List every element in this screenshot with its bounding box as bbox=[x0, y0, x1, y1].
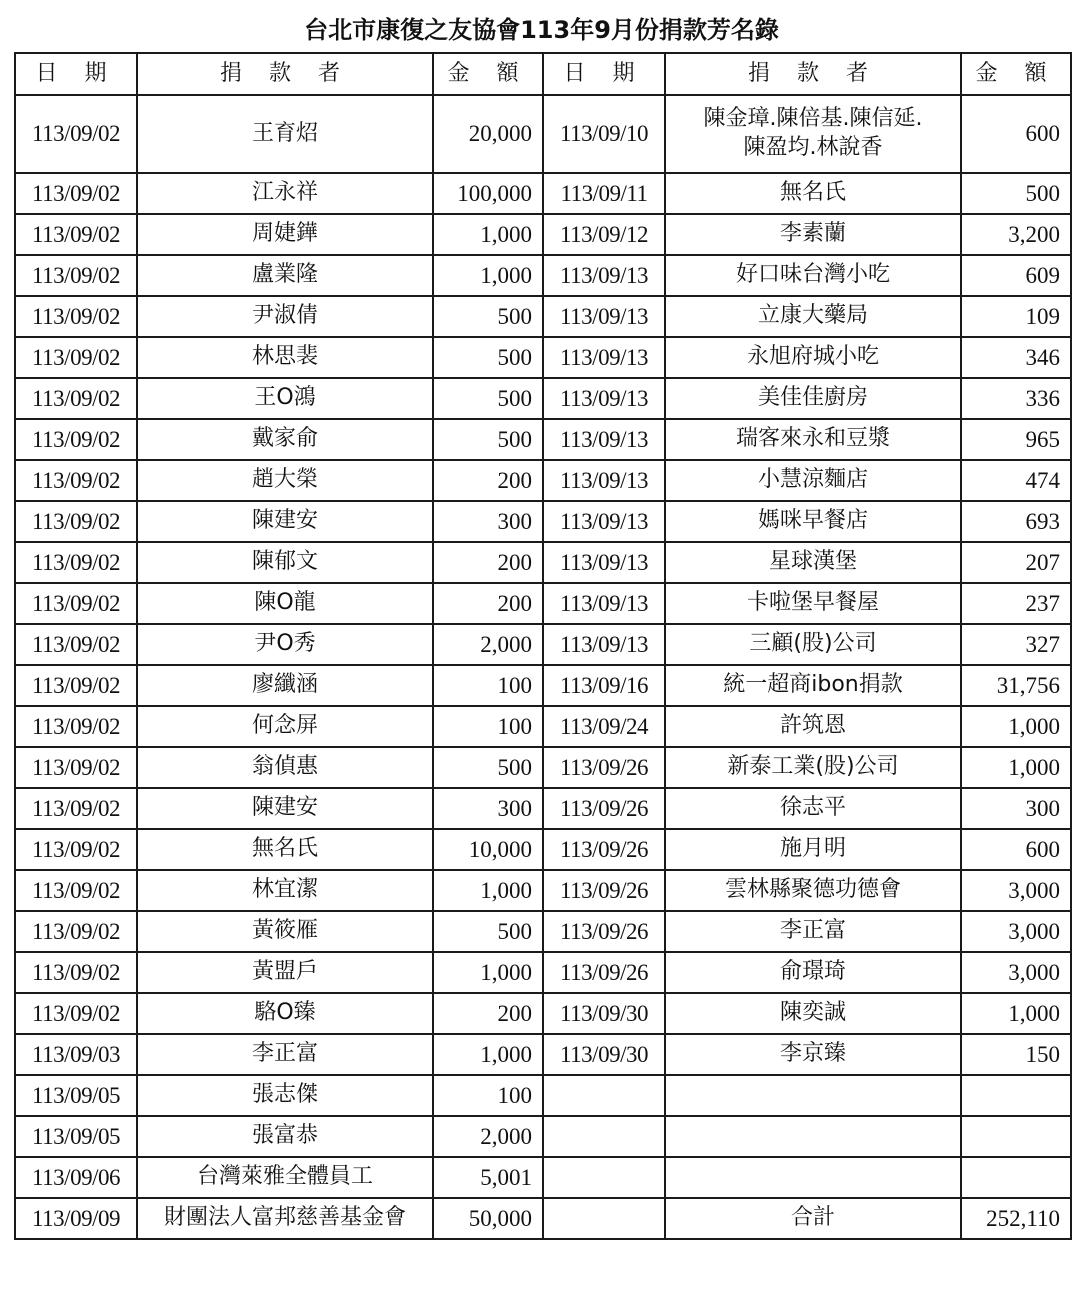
table-row bbox=[15, 255, 1071, 296]
total-label: 合計 bbox=[665, 1198, 961, 1239]
left-donor-cell: 無名氏 bbox=[137, 829, 433, 870]
left-date-cell: 113/09/03 bbox=[15, 1034, 137, 1075]
left-donor-cell: 陳建安 bbox=[137, 788, 433, 829]
right-date-cell: 113/09/11 bbox=[543, 173, 665, 214]
right-date-cell: 113/09/13 bbox=[543, 542, 665, 583]
left-date-cell: 113/09/02 bbox=[15, 296, 137, 337]
left-donor-cell: 江永祥 bbox=[137, 173, 433, 214]
left-date-cell: 113/09/02 bbox=[15, 583, 137, 624]
table-row bbox=[15, 1075, 1071, 1116]
right-donor-cell: 施月明 bbox=[665, 829, 961, 870]
left-date-cell: 113/09/02 bbox=[15, 747, 137, 788]
right-amount-cell: 327 bbox=[961, 624, 1071, 665]
right-donor-cell: 徐志平 bbox=[665, 788, 961, 829]
right-amount-cell: 300 bbox=[961, 788, 1071, 829]
table-row bbox=[15, 624, 1071, 665]
right-date-cell: 113/09/26 bbox=[543, 911, 665, 952]
left-amount-cell: 200 bbox=[433, 460, 543, 501]
donation-table bbox=[14, 52, 1072, 1240]
right-date-cell: 113/09/24 bbox=[543, 706, 665, 747]
left-donor-cell: 王育炤 bbox=[137, 95, 433, 173]
right-date-cell: 113/09/13 bbox=[543, 460, 665, 501]
right-date-cell: 113/09/26 bbox=[543, 788, 665, 829]
left-amount-cell: 50,000 bbox=[433, 1198, 543, 1239]
left-date-cell: 113/09/02 bbox=[15, 95, 137, 173]
left-donor-cell: 李正富 bbox=[137, 1034, 433, 1075]
left-date-cell: 113/09/02 bbox=[15, 911, 137, 952]
left-donor-cell: 戴家俞 bbox=[137, 419, 433, 460]
left-date-cell: 113/09/02 bbox=[15, 993, 137, 1034]
left-date-cell: 113/09/02 bbox=[15, 665, 137, 706]
right-donor-cell: 李正富 bbox=[665, 911, 961, 952]
table-row bbox=[15, 747, 1071, 788]
right-amount-cell: 3,000 bbox=[961, 952, 1071, 993]
table-row bbox=[15, 829, 1071, 870]
left-amount-cell: 500 bbox=[433, 337, 543, 378]
left-amount-cell: 100 bbox=[433, 706, 543, 747]
left-donor-cell: 林宜潔 bbox=[137, 870, 433, 911]
left-amount-cell: 200 bbox=[433, 583, 543, 624]
right-donor-cell: 俞璟琦 bbox=[665, 952, 961, 993]
right-amount-cell: 600 bbox=[961, 829, 1071, 870]
left-date-cell: 113/09/09 bbox=[15, 1198, 137, 1239]
table-row bbox=[15, 1034, 1071, 1075]
right-donor-cell: 美佳佳廚房 bbox=[665, 378, 961, 419]
left-date-cell: 113/09/02 bbox=[15, 214, 137, 255]
right-donor-cell: 李素蘭 bbox=[665, 214, 961, 255]
right-date-cell: 113/09/13 bbox=[543, 583, 665, 624]
right-amount-cell: 3,200 bbox=[961, 214, 1071, 255]
right-donor-cell bbox=[665, 1116, 961, 1157]
table-row bbox=[15, 173, 1071, 214]
table-body bbox=[15, 95, 1071, 1239]
right-donor-cell: 卡啦堡早餐屋 bbox=[665, 583, 961, 624]
right-donor-cell: 統一超商ibon捐款 bbox=[665, 665, 961, 706]
left-date-cell: 113/09/05 bbox=[15, 1075, 137, 1116]
table-row bbox=[15, 501, 1071, 542]
table-row bbox=[15, 95, 1071, 173]
header-date-left: 日 期 bbox=[15, 53, 137, 95]
right-date-cell: 113/09/13 bbox=[543, 255, 665, 296]
left-donor-cell: 駱O臻 bbox=[137, 993, 433, 1034]
table-row bbox=[15, 542, 1071, 583]
header-date-right: 日 期 bbox=[543, 53, 665, 95]
header-donor-left: 捐 款 者 bbox=[137, 53, 433, 95]
right-amount-cell: 31,756 bbox=[961, 665, 1071, 706]
right-date-cell bbox=[543, 1075, 665, 1116]
right-amount-cell: 1,000 bbox=[961, 993, 1071, 1034]
right-donor-cell: 瑞客來永和豆漿 bbox=[665, 419, 961, 460]
right-date-cell: 113/09/16 bbox=[543, 665, 665, 706]
right-donor-cell: 立康大藥局 bbox=[665, 296, 961, 337]
table-row bbox=[15, 911, 1071, 952]
right-date-cell: 113/09/13 bbox=[543, 337, 665, 378]
table-row bbox=[15, 337, 1071, 378]
left-donor-cell: 黃盟戶 bbox=[137, 952, 433, 993]
table-row bbox=[15, 460, 1071, 501]
left-donor-cell: 台灣萊雅全體員工 bbox=[137, 1157, 433, 1198]
left-donor-cell: 財團法人富邦慈善基金會 bbox=[137, 1198, 433, 1239]
left-date-cell: 113/09/02 bbox=[15, 829, 137, 870]
right-date-cell: 113/09/13 bbox=[543, 624, 665, 665]
table-row bbox=[15, 419, 1071, 460]
right-date-cell: 113/09/13 bbox=[543, 501, 665, 542]
left-amount-cell: 1,000 bbox=[433, 1034, 543, 1075]
left-amount-cell: 500 bbox=[433, 911, 543, 952]
right-donor-line-2: 陳盈均.林說香 bbox=[743, 135, 883, 160]
table-row bbox=[15, 583, 1071, 624]
left-amount-cell: 300 bbox=[433, 501, 543, 542]
left-amount-cell: 200 bbox=[433, 993, 543, 1034]
right-donor-cell: 三顧(股)公司 bbox=[665, 624, 961, 665]
table-row bbox=[15, 214, 1071, 255]
table-row bbox=[15, 870, 1071, 911]
left-date-cell: 113/09/02 bbox=[15, 501, 137, 542]
right-amount-cell: 336 bbox=[961, 378, 1071, 419]
left-amount-cell: 1,000 bbox=[433, 214, 543, 255]
right-date-cell: 113/09/13 bbox=[543, 378, 665, 419]
left-date-cell: 113/09/02 bbox=[15, 788, 137, 829]
table-row bbox=[15, 993, 1071, 1034]
left-amount-cell: 500 bbox=[433, 419, 543, 460]
right-date-cell: 113/09/30 bbox=[543, 1034, 665, 1075]
table-row bbox=[15, 1116, 1071, 1157]
right-date-cell: 113/09/13 bbox=[543, 419, 665, 460]
left-date-cell: 113/09/02 bbox=[15, 870, 137, 911]
table-row bbox=[15, 665, 1071, 706]
left-amount-cell: 100 bbox=[433, 665, 543, 706]
right-date-cell: 113/09/26 bbox=[543, 870, 665, 911]
right-donor-cell: 小慧涼麵店 bbox=[665, 460, 961, 501]
right-amount-cell: 474 bbox=[961, 460, 1071, 501]
left-donor-cell: 陳郁文 bbox=[137, 542, 433, 583]
right-amount-cell bbox=[961, 1157, 1071, 1198]
right-donor-cell: 雲林縣聚德功德會 bbox=[665, 870, 961, 911]
right-amount-cell: 346 bbox=[961, 337, 1071, 378]
left-date-cell: 113/09/02 bbox=[15, 706, 137, 747]
left-date-cell: 113/09/02 bbox=[15, 542, 137, 583]
right-date-cell: 113/09/13 bbox=[543, 296, 665, 337]
right-amount-cell: 600 bbox=[961, 95, 1071, 173]
right-amount-cell: 109 bbox=[961, 296, 1071, 337]
right-date-cell: 113/09/10 bbox=[543, 95, 665, 173]
right-donor-cell: 陳奕誠 bbox=[665, 993, 961, 1034]
right-amount-cell: 1,000 bbox=[961, 747, 1071, 788]
table-row bbox=[15, 1198, 1071, 1239]
table-row bbox=[15, 706, 1071, 747]
left-amount-cell: 5,001 bbox=[433, 1157, 543, 1198]
right-donor-cell: 新泰工業(股)公司 bbox=[665, 747, 961, 788]
right-amount-cell: 207 bbox=[961, 542, 1071, 583]
right-donor-line-1: 陳金璋.陳倍基.陳信延. bbox=[703, 106, 923, 132]
left-donor-cell: 黃筱雁 bbox=[137, 911, 433, 952]
left-donor-cell: 盧業隆 bbox=[137, 255, 433, 296]
table-header-row bbox=[15, 53, 1071, 95]
left-amount-cell: 2,000 bbox=[433, 1116, 543, 1157]
left-amount-cell: 2,000 bbox=[433, 624, 543, 665]
left-donor-cell: 尹O秀 bbox=[137, 624, 433, 665]
right-donor-cell: 星球漢堡 bbox=[665, 542, 961, 583]
right-donor-cell bbox=[665, 1075, 961, 1116]
left-amount-cell: 100,000 bbox=[433, 173, 543, 214]
right-amount-cell: 500 bbox=[961, 173, 1071, 214]
left-donor-cell: 何念屏 bbox=[137, 706, 433, 747]
left-amount-cell: 500 bbox=[433, 378, 543, 419]
left-donor-cell: 翁偵惠 bbox=[137, 747, 433, 788]
right-amount-cell bbox=[961, 1116, 1071, 1157]
right-amount-cell: 150 bbox=[961, 1034, 1071, 1075]
table-row bbox=[15, 296, 1071, 337]
right-amount-cell: 609 bbox=[961, 255, 1071, 296]
left-date-cell: 113/09/02 bbox=[15, 460, 137, 501]
table-row bbox=[15, 1157, 1071, 1198]
left-date-cell: 113/09/02 bbox=[15, 378, 137, 419]
header-amount-left: 金 額 bbox=[433, 53, 543, 95]
right-amount-cell: 3,000 bbox=[961, 911, 1071, 952]
right-donor-cell bbox=[665, 95, 961, 173]
left-donor-cell: 陳建安 bbox=[137, 501, 433, 542]
left-amount-cell: 1,000 bbox=[433, 870, 543, 911]
right-donor-cell: 李京臻 bbox=[665, 1034, 961, 1075]
right-donor-cell: 永旭府城小吃 bbox=[665, 337, 961, 378]
left-date-cell: 113/09/02 bbox=[15, 173, 137, 214]
right-date-cell bbox=[543, 1198, 665, 1239]
table-row bbox=[15, 952, 1071, 993]
left-amount-cell: 500 bbox=[433, 296, 543, 337]
left-date-cell: 113/09/02 bbox=[15, 337, 137, 378]
left-amount-cell: 20,000 bbox=[433, 95, 543, 173]
left-donor-cell: 廖纖涵 bbox=[137, 665, 433, 706]
left-donor-cell: 王O鴻 bbox=[137, 378, 433, 419]
right-date-cell: 113/09/26 bbox=[543, 747, 665, 788]
left-amount-cell: 100 bbox=[433, 1075, 543, 1116]
right-donor-cell: 無名氏 bbox=[665, 173, 961, 214]
left-amount-cell: 1,000 bbox=[433, 952, 543, 993]
right-amount-cell: 693 bbox=[961, 501, 1071, 542]
right-amount-cell bbox=[961, 1075, 1071, 1116]
left-donor-cell: 張志傑 bbox=[137, 1075, 433, 1116]
right-date-cell: 113/09/12 bbox=[543, 214, 665, 255]
left-amount-cell: 300 bbox=[433, 788, 543, 829]
left-donor-cell: 林思裴 bbox=[137, 337, 433, 378]
header-amount-right: 金 額 bbox=[961, 53, 1071, 95]
left-amount-cell: 10,000 bbox=[433, 829, 543, 870]
left-date-cell: 113/09/06 bbox=[15, 1157, 137, 1198]
right-amount-cell: 3,000 bbox=[961, 870, 1071, 911]
left-date-cell: 113/09/02 bbox=[15, 255, 137, 296]
right-amount-cell: 1,000 bbox=[961, 706, 1071, 747]
right-donor-cell: 好口味台灣小吃 bbox=[665, 255, 961, 296]
total-amount: 252,110 bbox=[961, 1198, 1071, 1239]
left-amount-cell: 1,000 bbox=[433, 255, 543, 296]
right-date-cell: 113/09/26 bbox=[543, 829, 665, 870]
page-title: 台北市康復之友協會113年9月份捐款芳名錄 bbox=[304, 16, 779, 44]
left-date-cell: 113/09/02 bbox=[15, 624, 137, 665]
right-donor-cell: 媽咪早餐店 bbox=[665, 501, 961, 542]
right-date-cell bbox=[543, 1157, 665, 1198]
left-amount-cell: 500 bbox=[433, 747, 543, 788]
right-donor-cell: 許筑恩 bbox=[665, 706, 961, 747]
table-row bbox=[15, 788, 1071, 829]
left-donor-cell: 周婕鏵 bbox=[137, 214, 433, 255]
right-amount-cell: 965 bbox=[961, 419, 1071, 460]
left-donor-cell: 張富恭 bbox=[137, 1116, 433, 1157]
header-donor-right: 捐 款 者 bbox=[665, 53, 961, 95]
left-donor-cell: 陳O龍 bbox=[137, 583, 433, 624]
right-date-cell bbox=[543, 1116, 665, 1157]
left-date-cell: 113/09/02 bbox=[15, 952, 137, 993]
left-donor-cell: 尹淑倩 bbox=[137, 296, 433, 337]
left-donor-cell: 趙大榮 bbox=[137, 460, 433, 501]
left-date-cell: 113/09/02 bbox=[15, 419, 137, 460]
table-row bbox=[15, 378, 1071, 419]
right-amount-cell: 237 bbox=[961, 583, 1071, 624]
right-donor-cell bbox=[665, 1157, 961, 1198]
right-date-cell: 113/09/30 bbox=[543, 993, 665, 1034]
left-amount-cell: 200 bbox=[433, 542, 543, 583]
right-date-cell: 113/09/26 bbox=[543, 952, 665, 993]
left-date-cell: 113/09/05 bbox=[15, 1116, 137, 1157]
